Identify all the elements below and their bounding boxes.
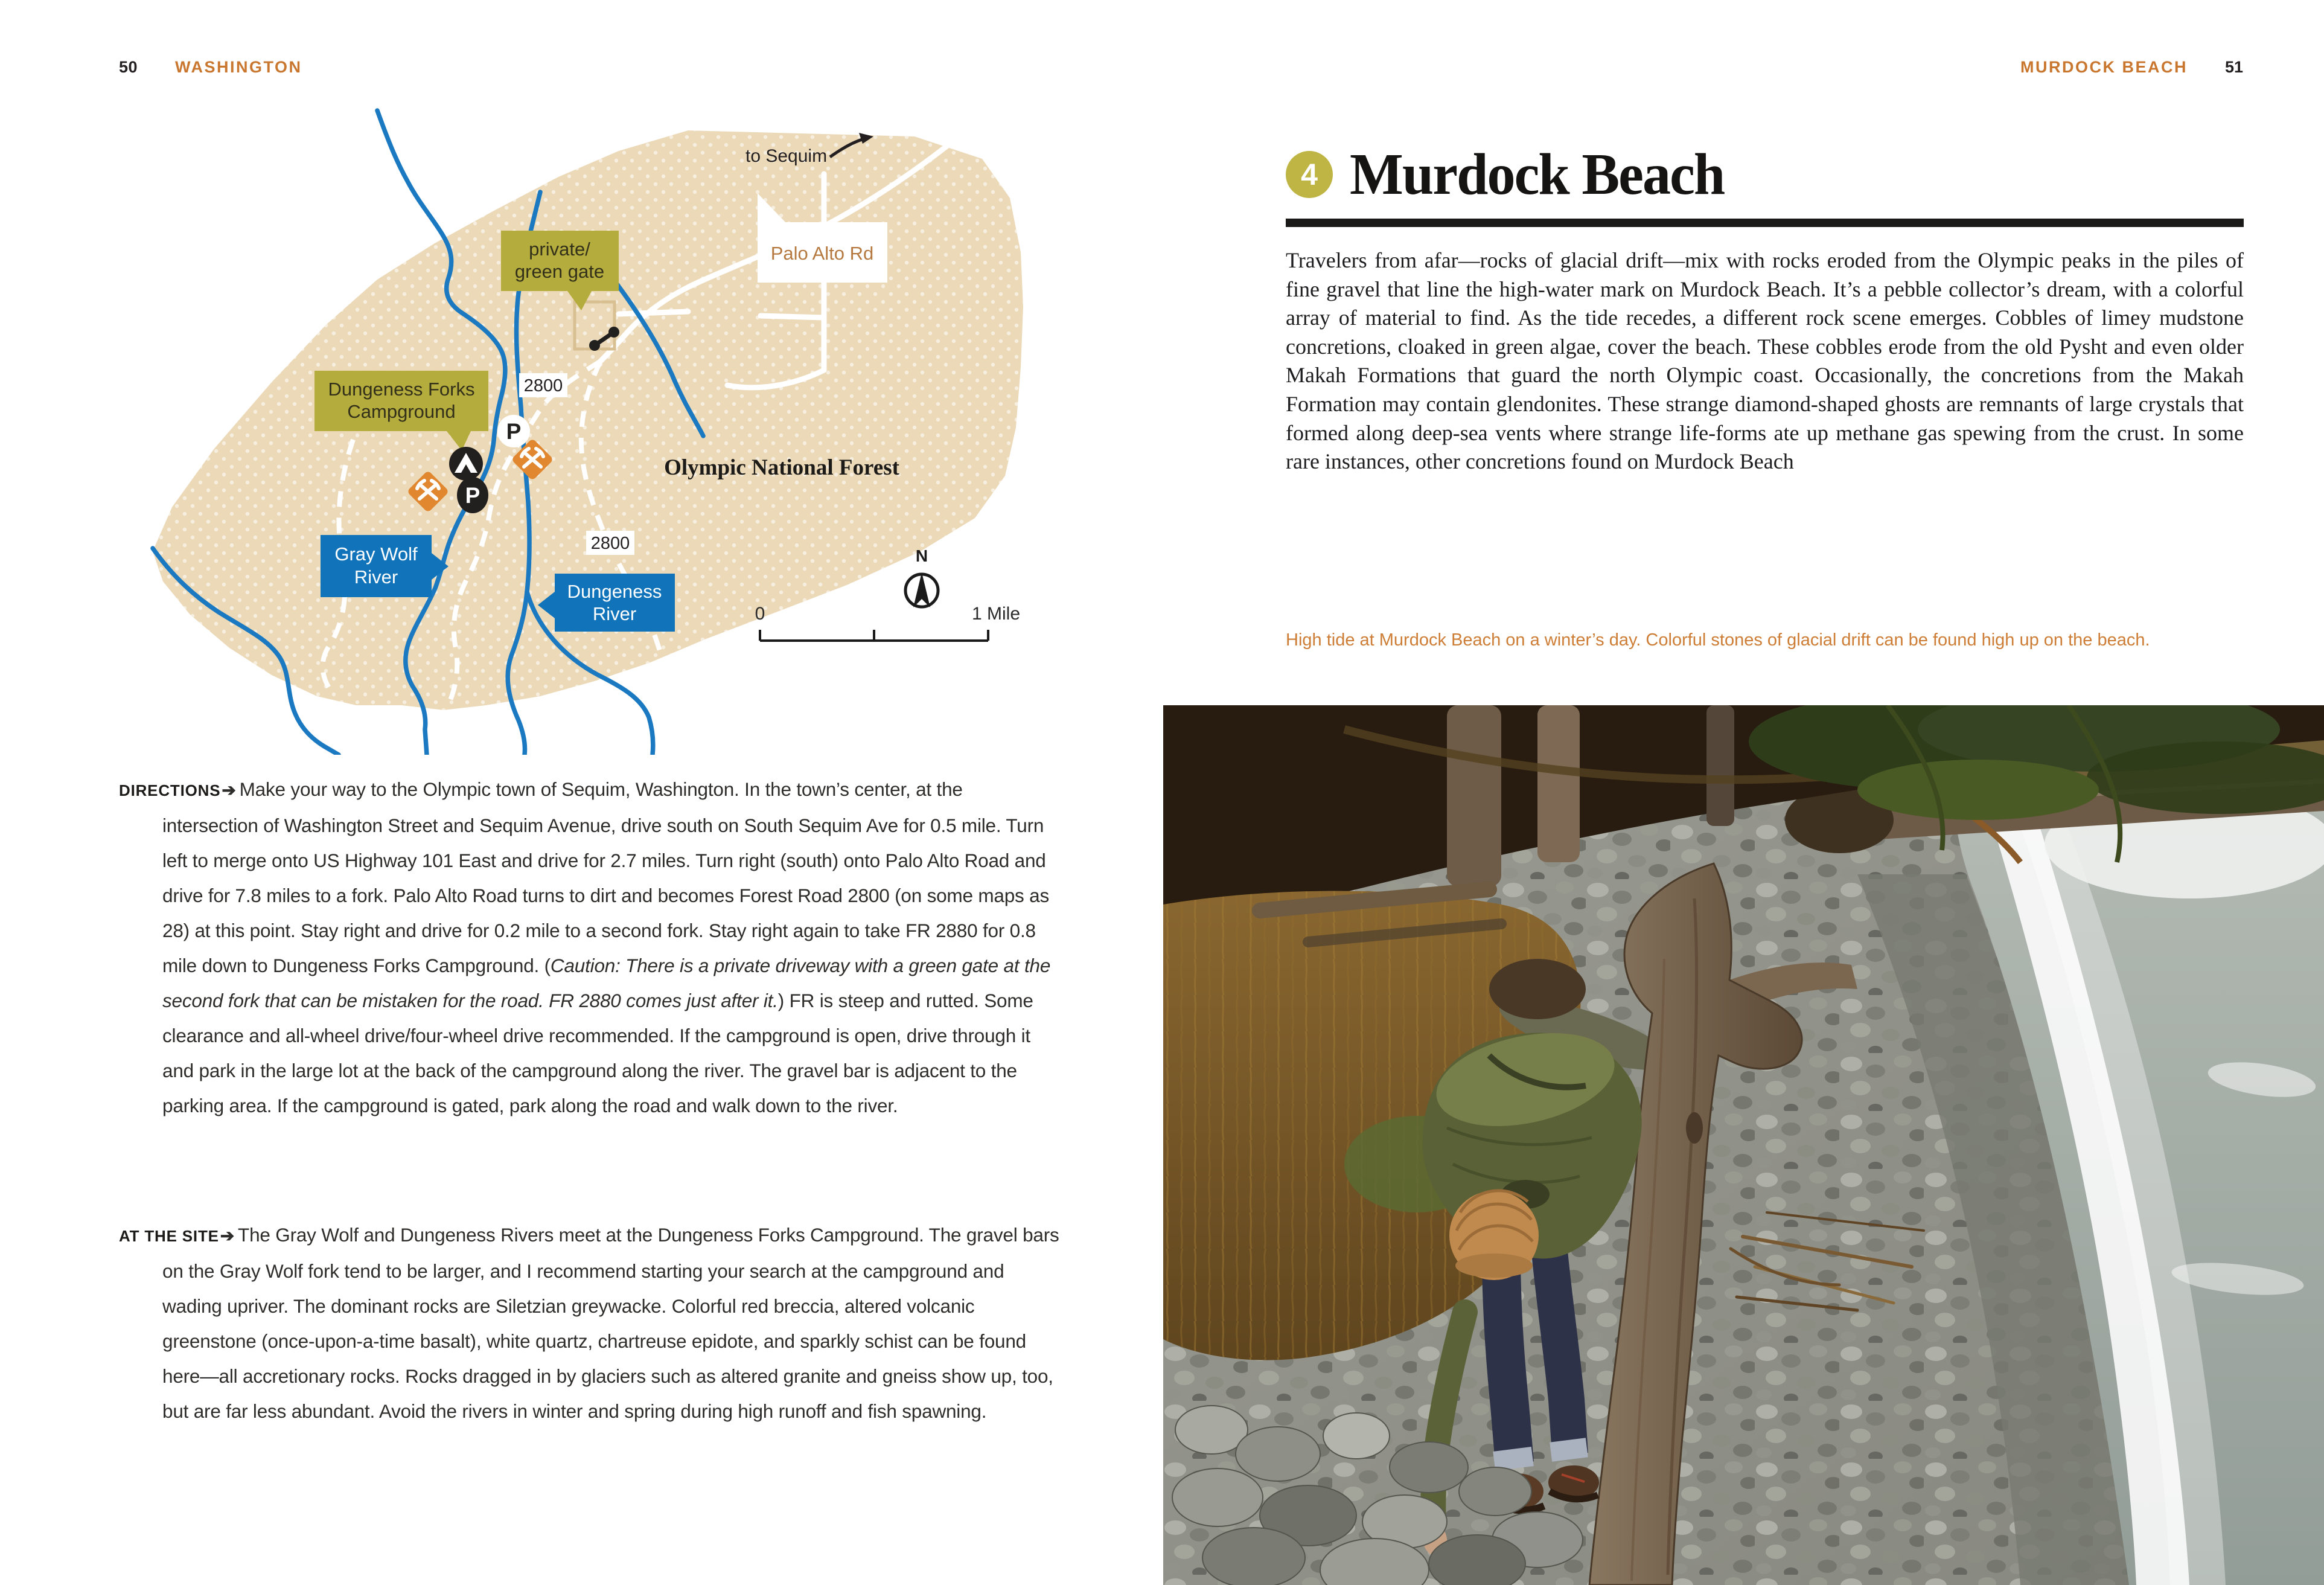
svg-text:River: River — [354, 566, 398, 588]
site-title-row — [1286, 141, 2244, 208]
page-title: Murdock Beach — [1350, 142, 1725, 207]
right-page-number: 51 — [2224, 58, 2243, 76]
left-running-head — [119, 58, 302, 77]
region-label: Olympic National Forest — [664, 455, 899, 480]
svg-text:P: P — [465, 483, 480, 508]
svg-text:green gate: green gate — [514, 261, 605, 282]
svg-text:Dungeness Forks: Dungeness Forks — [328, 379, 475, 400]
svg-text:0: 0 — [755, 604, 765, 624]
right-running-head — [2020, 58, 2243, 77]
svg-text:to Sequim: to Sequim — [745, 146, 828, 166]
at-the-site-arrow-icon: ➔ — [220, 1226, 235, 1245]
scale-bar — [755, 604, 1020, 641]
left-page-number: 50 — [119, 58, 138, 76]
beach-photo — [1163, 705, 2324, 1585]
directions-label: DIRECTIONS — [119, 781, 221, 799]
directions-section — [119, 772, 1062, 1123]
map-canvas — [118, 101, 1062, 755]
svg-text:1 Mile: 1 Mile — [971, 604, 1021, 624]
site-number-badge: 4 — [1286, 151, 1333, 198]
road-2800-label-a — [519, 373, 567, 397]
gray-wolf-river-label — [321, 535, 449, 597]
at-the-site-paragraph — [119, 1217, 1062, 1429]
parking-icon-south — [457, 477, 488, 513]
campground-icon — [449, 447, 483, 481]
dungeness-river-label — [538, 574, 675, 632]
photo-caption: High tide at Murdock Beach on a winter’s day. Colorful stones of glacial drift can be found high up on the beach. — [1286, 630, 2150, 650]
title-rule — [1286, 219, 2244, 227]
svg-text:2800: 2800 — [523, 376, 563, 395]
svg-text:Gray Wolf: Gray Wolf — [334, 543, 418, 565]
svg-text:Palo Alto Rd: Palo Alto Rd — [770, 243, 874, 264]
svg-text:private/: private/ — [529, 239, 590, 260]
site-body-text: Travelers from afar—rocks of glacial drift—mix with rocks eroded from the Olympic peaks in the piles of fine gravel that line the high-water mark on Murdock Beach. It’s a pebble collector’s dream, with a colorful array of material to find. As the tide recedes, a different rock scene emerges. Cobbles of limey mudstone concretions, cloaked in green algae, cover the beach. These cobbles erode from the old Pysht and even older Makah Formations that guard the north Olympic coast. Occasionally, the concretions from the Makah Formation may contain glendonites. These strange diamond-shaped ghosts are remnants of large crystals that formed along deep-sea vents where strange life-forms ate up methane gas spewing from the crust. In some rare instances, other concretions found on Murdock Beach — [1286, 248, 2244, 474]
site-map — [118, 101, 1062, 755]
section-label: WASHINGTON — [175, 58, 302, 76]
at-the-site-text: The Gray Wolf and Dungeness Rivers meet at the Dungeness Forks Campground. The gravel bars on the Gray Wolf fork tend to be larger, and I recommend starting your search at the campground and wading upriver. The dominant rocks are Siletzian greywacke. Colorful red breccia, altered volcanic greenstone (once-upon-a-time basalt), white quartz, chartreuse epidote, and sparkly schist can be found here—all accretionary rocks. Rocks dragged in by glaciers such as altered granite and gneiss show up, too, but are far less abundant. Avoid the rivers in winter and spring during high runoff and fish spawning. — [162, 1224, 1059, 1422]
beach-photo-canvas — [1163, 705, 2324, 1585]
directions-text: Make your way to the Olympic town of Sequim, Washington. In the town’s center, at the intersection of Washington Street and Sequim Avenue, drive south on South Sequim Ave for 0.5 mile. Turn left to merge onto US Highway 101 East and drive for 2.7 miles. Turn right (south) onto Palo Alto Road and drive for 7.8 miles to a fork. Palo Alto Road turns to dirt and becomes Forest Road 2800 (on some maps as 28) at this point. Stay right and drive for 0.2 mile to a second fork. Stay right again to take FR 2880 for 0.8 mile down to Dungeness Forks Campground. (Caution: There is a private driveway with a green gate at the second fork that can be mistaken for the road. FR 2880 comes just after it.) FR is steep and rutted. Some clearance and all-wheel drive/four-wheel drive recommended. If the campground is open, drive through it and park in the large lot at the back of the campground along the river. The gravel bar is adjacent to the parking area. If the campground is gated, park along the road and walk down to the river. — [162, 778, 1051, 1116]
svg-text:Dungeness: Dungeness — [567, 581, 662, 602]
svg-text:River: River — [592, 603, 637, 624]
road-2800-label-b — [586, 531, 634, 555]
right-header-label: MURDOCK BEACH — [2020, 58, 2188, 76]
svg-text:P: P — [506, 419, 522, 444]
parking-icon-north — [497, 415, 530, 447]
svg-text:N: N — [915, 546, 928, 565]
at-the-site-section — [119, 1217, 1062, 1429]
directions-paragraph — [119, 772, 1062, 1123]
svg-text:2800: 2800 — [590, 534, 630, 553]
directions-arrow-icon: ➔ — [222, 781, 236, 799]
svg-text:Campground: Campground — [347, 401, 456, 422]
at-the-site-label: AT THE SITE — [119, 1227, 219, 1245]
